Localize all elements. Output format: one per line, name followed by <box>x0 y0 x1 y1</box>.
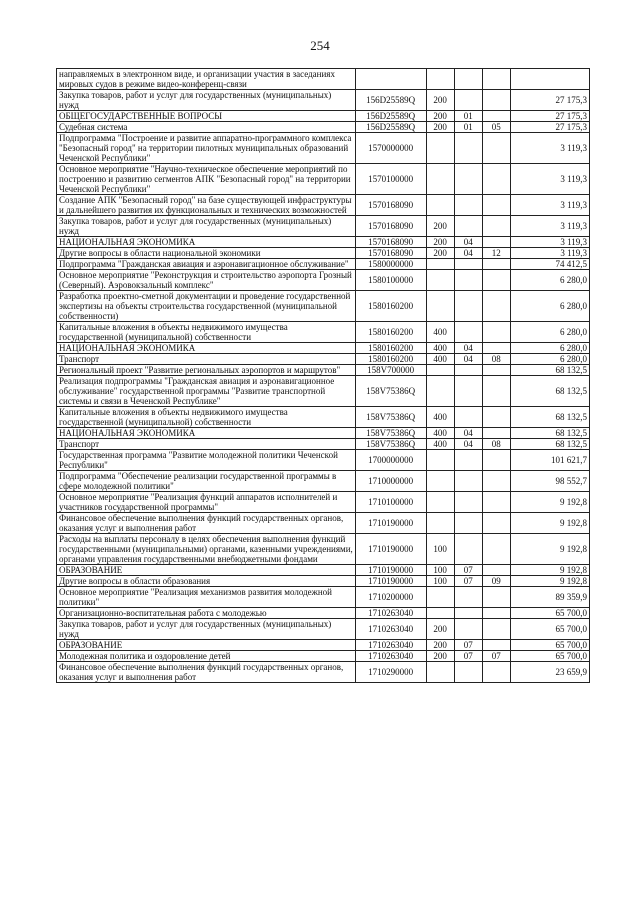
target-code-cell: 1570000000 <box>355 133 426 164</box>
row-name-cell: Другие вопросы в области национальной экономики <box>57 248 356 259</box>
row-name-cell: Подпрограмма "Гражданская авиация и аэронавигационное обслуживание" <box>57 259 356 270</box>
amount-cell: 27 175,3 <box>510 90 589 111</box>
section-cell <box>454 322 482 343</box>
page-number: 254 <box>310 38 330 53</box>
subsection-cell <box>482 640 510 651</box>
amount-cell: 65 700,0 <box>510 640 589 651</box>
amount-cell: 9 192,8 <box>510 513 589 534</box>
section-cell <box>454 619 482 640</box>
row-name-cell: Закупка товаров, работ и услуг для государственных (муниципальных) нужд <box>57 90 356 111</box>
row-name-cell: Региональный проект "Развитие региональных аэропортов и маршрутов" <box>57 365 356 376</box>
target-code-cell: 1710200000 <box>355 587 426 608</box>
amount-cell: 65 700,0 <box>510 651 589 662</box>
table-row <box>57 354 590 365</box>
table-row <box>57 111 590 122</box>
subsection-cell <box>482 376 510 407</box>
amount-cell: 6 280,0 <box>510 270 589 291</box>
section-cell <box>454 513 482 534</box>
subsection-cell <box>482 322 510 343</box>
target-code-cell: 158V75386Q <box>355 376 426 407</box>
subsection-cell <box>482 565 510 576</box>
amount-cell <box>510 69 589 90</box>
row-name-cell: Основное мероприятие "Реализация функций аппаратов исполнителей и участников государственной программы" <box>57 492 356 513</box>
expense-type-cell: 400 <box>426 439 454 450</box>
table-row <box>57 365 590 376</box>
target-code-cell: 156D25589Q <box>355 111 426 122</box>
subsection-cell <box>482 534 510 565</box>
table-row <box>57 651 590 662</box>
expense-type-cell: 400 <box>426 354 454 365</box>
table-row <box>57 534 590 565</box>
subsection-cell <box>482 492 510 513</box>
section-cell: 04 <box>454 248 482 259</box>
expense-type-cell <box>426 195 454 216</box>
section-cell <box>454 216 482 237</box>
row-name-cell: Реализация подпрограммы "Гражданская авиация и аэронавигационное обслуживание" государственной программы "Развитие транспортной системы и связи в Чеченской Республике" <box>57 376 356 407</box>
section-cell: 04 <box>454 354 482 365</box>
target-code-cell: 1570100000 <box>355 164 426 195</box>
section-cell: 07 <box>454 565 482 576</box>
subsection-cell <box>482 237 510 248</box>
table-row <box>57 69 590 90</box>
section-cell <box>454 376 482 407</box>
row-name-cell: Капитальные вложения в объекты недвижимого имущества государственной (муниципальной) собственности <box>57 322 356 343</box>
section-cell: 04 <box>454 343 482 354</box>
subsection-cell: 08 <box>482 354 510 365</box>
table-row <box>57 343 590 354</box>
section-cell: 01 <box>454 111 482 122</box>
amount-cell: 6 280,0 <box>510 343 589 354</box>
subsection-cell <box>482 587 510 608</box>
table-row <box>57 122 590 133</box>
expense-type-cell <box>426 513 454 534</box>
expense-type-cell <box>426 259 454 270</box>
target-code-cell: 1580160200 <box>355 354 426 365</box>
subsection-cell <box>482 365 510 376</box>
row-name-cell: ОБРАЗОВАНИЕ <box>57 640 356 651</box>
subsection-cell <box>482 216 510 237</box>
expense-type-cell: 400 <box>426 343 454 354</box>
table-row <box>57 492 590 513</box>
target-code-cell: 1580160200 <box>355 291 426 322</box>
expense-type-cell: 200 <box>426 111 454 122</box>
table-row <box>57 322 590 343</box>
row-name-cell: Финансовое обеспечение выполнения функций государственных органов, оказания услуг и выполнения работ <box>57 513 356 534</box>
row-name-cell: Разработка проектно-сметной документации и проведение государственной экспертизы на объекты строительства государственной (муниципальной собственности) <box>57 291 356 322</box>
section-cell <box>454 662 482 683</box>
amount-cell: 3 119,3 <box>510 216 589 237</box>
table-row <box>57 237 590 248</box>
amount-cell: 3 119,3 <box>510 248 589 259</box>
row-name-cell: Организационно-воспитательная работа с молодежью <box>57 608 356 619</box>
table-row <box>57 450 590 471</box>
row-name-cell: Подпрограмма "Обеспечение реализации государственной программы в сфере молодежной политики" <box>57 471 356 492</box>
subsection-cell: 09 <box>482 576 510 587</box>
amount-cell: 68 132,5 <box>510 407 589 428</box>
section-cell <box>454 133 482 164</box>
section-cell: 07 <box>454 640 482 651</box>
row-name-cell: Финансовое обеспечение выполнения функций государственных органов, оказания услуг и выполнения работ <box>57 662 356 683</box>
subsection-cell <box>482 513 510 534</box>
section-cell <box>454 291 482 322</box>
target-code-cell: 1710263040 <box>355 619 426 640</box>
expense-type-cell: 200 <box>426 619 454 640</box>
row-name-cell: Создание АПК "Безопасный город" на базе существующей инфраструктуры и дальнейшего развития их функциональных и технических возможностей <box>57 195 356 216</box>
row-name-cell: Основное мероприятие "Реконструкция и строительство аэропорта Грозный (Северный). Аэровокзальный комплекс" <box>57 270 356 291</box>
subsection-cell <box>482 90 510 111</box>
expense-type-cell <box>426 450 454 471</box>
expense-type-cell <box>426 662 454 683</box>
budget-table <box>56 68 590 683</box>
row-name-cell: НАЦИОНАЛЬНАЯ ЭКОНОМИКА <box>57 343 356 354</box>
table-row <box>57 164 590 195</box>
amount-cell: 6 280,0 <box>510 322 589 343</box>
target-code-cell: 1580000000 <box>355 259 426 270</box>
expense-type-cell: 400 <box>426 322 454 343</box>
section-cell <box>454 587 482 608</box>
subsection-cell <box>482 164 510 195</box>
subsection-cell <box>482 428 510 439</box>
section-cell <box>454 365 482 376</box>
amount-cell: 65 700,0 <box>510 608 589 619</box>
subsection-cell: 08 <box>482 439 510 450</box>
subsection-cell <box>482 259 510 270</box>
expense-type-cell: 200 <box>426 122 454 133</box>
expense-type-cell: 100 <box>426 534 454 565</box>
row-name-cell: Молодежная политика и оздоровление детей <box>57 651 356 662</box>
amount-cell: 9 192,8 <box>510 492 589 513</box>
table-row <box>57 428 590 439</box>
amount-cell: 3 119,3 <box>510 164 589 195</box>
table-row <box>57 133 590 164</box>
subsection-cell <box>482 619 510 640</box>
amount-cell: 9 192,8 <box>510 534 589 565</box>
amount-cell: 9 192,8 <box>510 565 589 576</box>
expense-type-cell <box>426 608 454 619</box>
section-cell: 01 <box>454 122 482 133</box>
section-cell <box>454 69 482 90</box>
table-row <box>57 576 590 587</box>
section-cell <box>454 534 482 565</box>
amount-cell: 89 359,9 <box>510 587 589 608</box>
subsection-cell <box>482 450 510 471</box>
subsection-cell <box>482 69 510 90</box>
table-row <box>57 216 590 237</box>
table-row <box>57 291 590 322</box>
expense-type-cell: 200 <box>426 237 454 248</box>
section-cell: 04 <box>454 439 482 450</box>
target-code-cell: 1570168090 <box>355 216 426 237</box>
subsection-cell <box>482 270 510 291</box>
table-row <box>57 195 590 216</box>
amount-cell: 74 412,5 <box>510 259 589 270</box>
amount-cell: 3 119,3 <box>510 133 589 164</box>
amount-cell: 23 659,9 <box>510 662 589 683</box>
amount-cell: 68 132,5 <box>510 439 589 450</box>
row-name-cell: Расходы на выплаты персоналу в целях обеспечения выполнения функций государственными (муниципальными) органами, казенными учреждениями, органами управления государственными внебюджетными фондами <box>57 534 356 565</box>
expense-type-cell: 100 <box>426 565 454 576</box>
target-code-cell: 158V700000 <box>355 365 426 376</box>
target-code-cell: 1570168090 <box>355 248 426 259</box>
row-name-cell: Транспорт <box>57 354 356 365</box>
row-name-cell: Основное мероприятие "Научно-техническое обеспечение мероприятий по построению и развитию сегментов АПК "Безопасный город" на территории Чеченской Республики" <box>57 164 356 195</box>
row-name-cell: Государственная программа "Развитие молодежной политики Чеченской Республики" <box>57 450 356 471</box>
subsection-cell <box>482 662 510 683</box>
amount-cell: 3 119,3 <box>510 237 589 248</box>
section-cell: 04 <box>454 237 482 248</box>
subsection-cell <box>482 195 510 216</box>
table-row <box>57 90 590 111</box>
table-row <box>57 640 590 651</box>
table-row <box>57 608 590 619</box>
expense-type-cell: 400 <box>426 428 454 439</box>
target-code-cell: 1710190000 <box>355 534 426 565</box>
table-row <box>57 513 590 534</box>
target-code-cell: 158V75386Q <box>355 428 426 439</box>
table-row <box>57 587 590 608</box>
expense-type-cell: 200 <box>426 248 454 259</box>
section-cell: 07 <box>454 651 482 662</box>
subsection-cell: 07 <box>482 651 510 662</box>
section-cell: 04 <box>454 428 482 439</box>
section-cell <box>454 492 482 513</box>
table-row <box>57 565 590 576</box>
section-cell <box>454 270 482 291</box>
subsection-cell <box>482 111 510 122</box>
target-code-cell: 1710263040 <box>355 608 426 619</box>
table-row <box>57 471 590 492</box>
target-code-cell: 158V75386Q <box>355 407 426 428</box>
amount-cell: 6 280,0 <box>510 354 589 365</box>
amount-cell: 9 192,8 <box>510 576 589 587</box>
target-code-cell: 1580160200 <box>355 322 426 343</box>
expense-type-cell <box>426 471 454 492</box>
expense-type-cell <box>426 69 454 90</box>
target-code-cell: 1710190000 <box>355 565 426 576</box>
expense-type-cell <box>426 376 454 407</box>
expense-type-cell <box>426 492 454 513</box>
target-code-cell: 156D25589Q <box>355 122 426 133</box>
expense-type-cell <box>426 270 454 291</box>
target-code-cell <box>355 69 426 90</box>
expense-type-cell: 200 <box>426 90 454 111</box>
row-name-cell: направляемых в электронном виде, и организации участия в заседаниях мировых судов в режиме видео-конференц-связи <box>57 69 356 90</box>
section-cell <box>454 164 482 195</box>
amount-cell: 65 700,0 <box>510 619 589 640</box>
row-name-cell: Капитальные вложения в объекты недвижимого имущества государственной (муниципальной) собственности <box>57 407 356 428</box>
subsection-cell <box>482 343 510 354</box>
table-row <box>57 407 590 428</box>
amount-cell: 3 119,3 <box>510 195 589 216</box>
target-code-cell: 1710263040 <box>355 640 426 651</box>
row-name-cell: Транспорт <box>57 439 356 450</box>
target-code-cell: 1710263040 <box>355 651 426 662</box>
table-row <box>57 439 590 450</box>
subsection-cell <box>482 291 510 322</box>
amount-cell: 68 132,5 <box>510 365 589 376</box>
expense-type-cell: 400 <box>426 407 454 428</box>
section-cell <box>454 450 482 471</box>
expense-type-cell <box>426 291 454 322</box>
amount-cell: 27 175,3 <box>510 111 589 122</box>
section-cell: 07 <box>454 576 482 587</box>
expense-type-cell <box>426 133 454 164</box>
row-name-cell: НАЦИОНАЛЬНАЯ ЭКОНОМИКА <box>57 428 356 439</box>
amount-cell: 98 552,7 <box>510 471 589 492</box>
section-cell <box>454 608 482 619</box>
target-code-cell: 1580160200 <box>355 343 426 354</box>
target-code-cell: 1580100000 <box>355 270 426 291</box>
table-row <box>57 662 590 683</box>
amount-cell: 6 280,0 <box>510 291 589 322</box>
row-name-cell: Основное мероприятие "Реализация механизмов развития молодежной политики" <box>57 587 356 608</box>
row-name-cell: НАЦИОНАЛЬНАЯ ЭКОНОМИКА <box>57 237 356 248</box>
amount-cell: 27 175,3 <box>510 122 589 133</box>
target-code-cell: 1710100000 <box>355 492 426 513</box>
row-name-cell: Закупка товаров, работ и услуг для государственных (муниципальных) нужд <box>57 216 356 237</box>
amount-cell: 68 132,5 <box>510 376 589 407</box>
section-cell <box>454 195 482 216</box>
row-name-cell: ОБЩЕГОСУДАРСТВЕННЫЕ ВОПРОСЫ <box>57 111 356 122</box>
section-cell <box>454 90 482 111</box>
section-cell <box>454 407 482 428</box>
subsection-cell <box>482 133 510 164</box>
target-code-cell: 1710290000 <box>355 662 426 683</box>
target-code-cell: 1710190000 <box>355 576 426 587</box>
target-code-cell: 156D25589Q <box>355 90 426 111</box>
table-row <box>57 248 590 259</box>
table-row <box>57 259 590 270</box>
subsection-cell <box>482 608 510 619</box>
amount-cell: 68 132,5 <box>510 428 589 439</box>
budget-table-body <box>57 69 590 683</box>
subsection-cell: 12 <box>482 248 510 259</box>
row-name-cell: Закупка товаров, работ и услуг для государственных (муниципальных) нужд <box>57 619 356 640</box>
target-code-cell: 1570168090 <box>355 237 426 248</box>
section-cell <box>454 259 482 270</box>
target-code-cell: 1710000000 <box>355 471 426 492</box>
target-code-cell: 1710190000 <box>355 513 426 534</box>
row-name-cell: ОБРАЗОВАНИЕ <box>57 565 356 576</box>
row-name-cell: Другие вопросы в области образования <box>57 576 356 587</box>
subsection-cell <box>482 407 510 428</box>
table-row <box>57 270 590 291</box>
expense-type-cell <box>426 587 454 608</box>
target-code-cell: 158V75386Q <box>355 439 426 450</box>
section-cell <box>454 471 482 492</box>
subsection-cell: 05 <box>482 122 510 133</box>
expense-type-cell <box>426 365 454 376</box>
table-row <box>57 376 590 407</box>
expense-type-cell: 200 <box>426 216 454 237</box>
target-code-cell: 1570168090 <box>355 195 426 216</box>
expense-type-cell: 100 <box>426 576 454 587</box>
table-row <box>57 619 590 640</box>
target-code-cell: 1700000000 <box>355 450 426 471</box>
amount-cell: 101 621,7 <box>510 450 589 471</box>
row-name-cell: Судебная система <box>57 122 356 133</box>
expense-type-cell <box>426 164 454 195</box>
expense-type-cell: 200 <box>426 640 454 651</box>
subsection-cell <box>482 471 510 492</box>
row-name-cell: Подпрограмма "Построение и развитие аппаратно-программного комплекса "Безопасный город" на территории пилотных муниципальных образований Чеченской Республики" <box>57 133 356 164</box>
expense-type-cell: 200 <box>426 651 454 662</box>
